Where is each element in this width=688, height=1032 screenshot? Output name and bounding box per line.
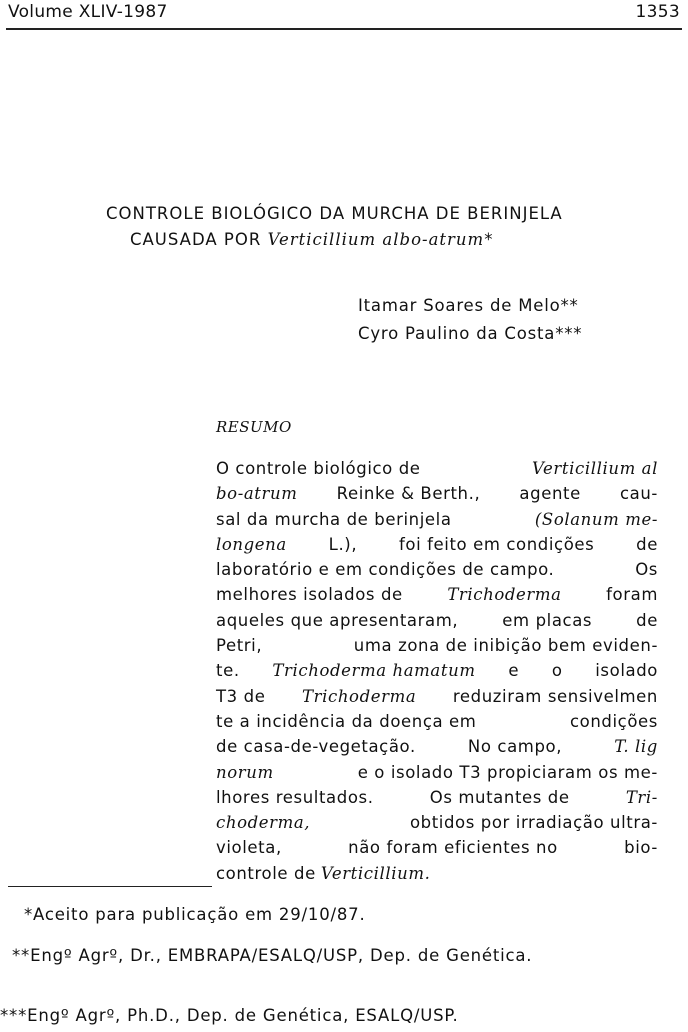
abstract-text: Reinke & Berth., [336, 484, 481, 504]
abstract-text: Os [635, 560, 658, 580]
abstract-text: L.), [328, 534, 358, 554]
abstract-text: e o isolado T3 propiciaram os me- [357, 762, 658, 782]
abstract-italic-text: Trichoderma [447, 585, 562, 605]
abstract-line [216, 658, 658, 683]
resumo-heading: RESUMO [216, 418, 292, 436]
abstract-text: No campo, [467, 737, 563, 757]
abstract-italic-text: longena [216, 534, 287, 554]
abstract-text: controle de [216, 863, 316, 883]
author-1: Itamar Soares de Melo** [358, 296, 579, 315]
abstract-italic-text: norum [216, 762, 274, 782]
abstract-italic-text: choderma, [216, 813, 311, 833]
abstract-text: violeta, [216, 838, 282, 858]
title-prefix: CAUSADA POR [130, 230, 262, 249]
abstract-text: de casa-de-vegetação. [216, 737, 416, 757]
abstract-italic-text: (Solanum me- [534, 509, 658, 529]
abstract-text: condições [570, 711, 658, 731]
page-number: 1353 [635, 2, 680, 22]
volume-header: Volume XLIV-1987 [8, 2, 168, 22]
header-rule [6, 28, 682, 30]
abstract-line [216, 785, 658, 810]
abstract-line [216, 861, 658, 886]
abstract-line [216, 835, 658, 860]
abstract-line [216, 633, 658, 658]
abstract-italic-text: bo-atrum [216, 484, 298, 504]
abstract-text: agente [519, 484, 581, 504]
abstract-text: O controle biológico de [216, 459, 421, 478]
title-line-2 [130, 230, 493, 249]
abstract-line [216, 760, 658, 785]
abstract-line [216, 734, 658, 759]
abstract [216, 456, 658, 886]
abstract-italic-text: Verticillium. [320, 863, 431, 883]
abstract-text: T3 de [216, 686, 266, 706]
author-2: Cyro Paulino da Costa*** [358, 324, 583, 343]
abstract-text: te a incidência da doença em [216, 711, 477, 731]
abstract-line [216, 557, 658, 582]
footnote-rule [8, 886, 212, 887]
abstract-italic-text: T. lig [614, 737, 658, 757]
title-line-1: CONTROLE BIOLÓGICO DA MURCHA DE BERINJELA [106, 204, 563, 223]
abstract-line [216, 532, 658, 557]
abstract-text: foi feito em condições [399, 534, 595, 554]
abstract-text: foram [606, 585, 658, 605]
abstract-text: aqueles que apresentaram, [216, 610, 459, 630]
abstract-italic-text: Verticillium al [532, 459, 658, 478]
species-name: Verticillium albo-atrum [267, 230, 485, 249]
abstract-text: o [551, 661, 563, 681]
abstract-text: cau- [619, 484, 658, 504]
abstract-text: de [636, 534, 658, 554]
footnote-2: **Engº Agrº, Dr., EMBRAPA/ESALQ/USP, Dep. de Genética. [12, 946, 533, 965]
abstract-text: em placas [502, 610, 593, 630]
abstract-line [216, 582, 658, 607]
footnote-3: ***Engº Agrº, Ph.D., Dep. de Genética, ESALQ/USP. [0, 1006, 459, 1025]
abstract-text: reduziram sensivelmen [452, 686, 658, 706]
footnote-1: *Aceito para publicação em 29/10/87. [24, 905, 366, 924]
abstract-text: Petri, [216, 636, 263, 656]
abstract-text: Os mutantes de [429, 787, 570, 807]
abstract-line [216, 456, 658, 481]
abstract-text: te. [216, 661, 240, 681]
abstract-text: bio- [624, 838, 658, 858]
abstract-text: sal da murcha de berinjela [216, 509, 452, 529]
abstract-text: lhores resultados. [216, 787, 374, 807]
abstract-line [216, 507, 658, 532]
abstract-text: não foram eficientes no [348, 838, 558, 858]
abstract-line [216, 684, 658, 709]
title-footnote-mark: * [484, 230, 494, 249]
abstract-text: isolado [595, 661, 658, 681]
abstract-text: uma zona de inibição bem eviden- [353, 636, 658, 656]
abstract-italic-text: Tri- [625, 787, 658, 807]
abstract-text: e [508, 661, 520, 681]
abstract-text: de [636, 610, 658, 630]
abstract-text: obtidos por irradiação ultra- [409, 813, 658, 833]
abstract-text: laboratório e em condições de campo. [216, 560, 555, 580]
abstract-text: melhores isolados de [216, 585, 403, 605]
abstract-italic-text: Trichoderma hamatum [272, 661, 476, 681]
abstract-line [216, 481, 658, 506]
abstract-line [216, 608, 658, 633]
abstract-line [216, 810, 658, 835]
abstract-line [216, 709, 658, 734]
abstract-italic-text: Trichoderma [302, 686, 417, 706]
